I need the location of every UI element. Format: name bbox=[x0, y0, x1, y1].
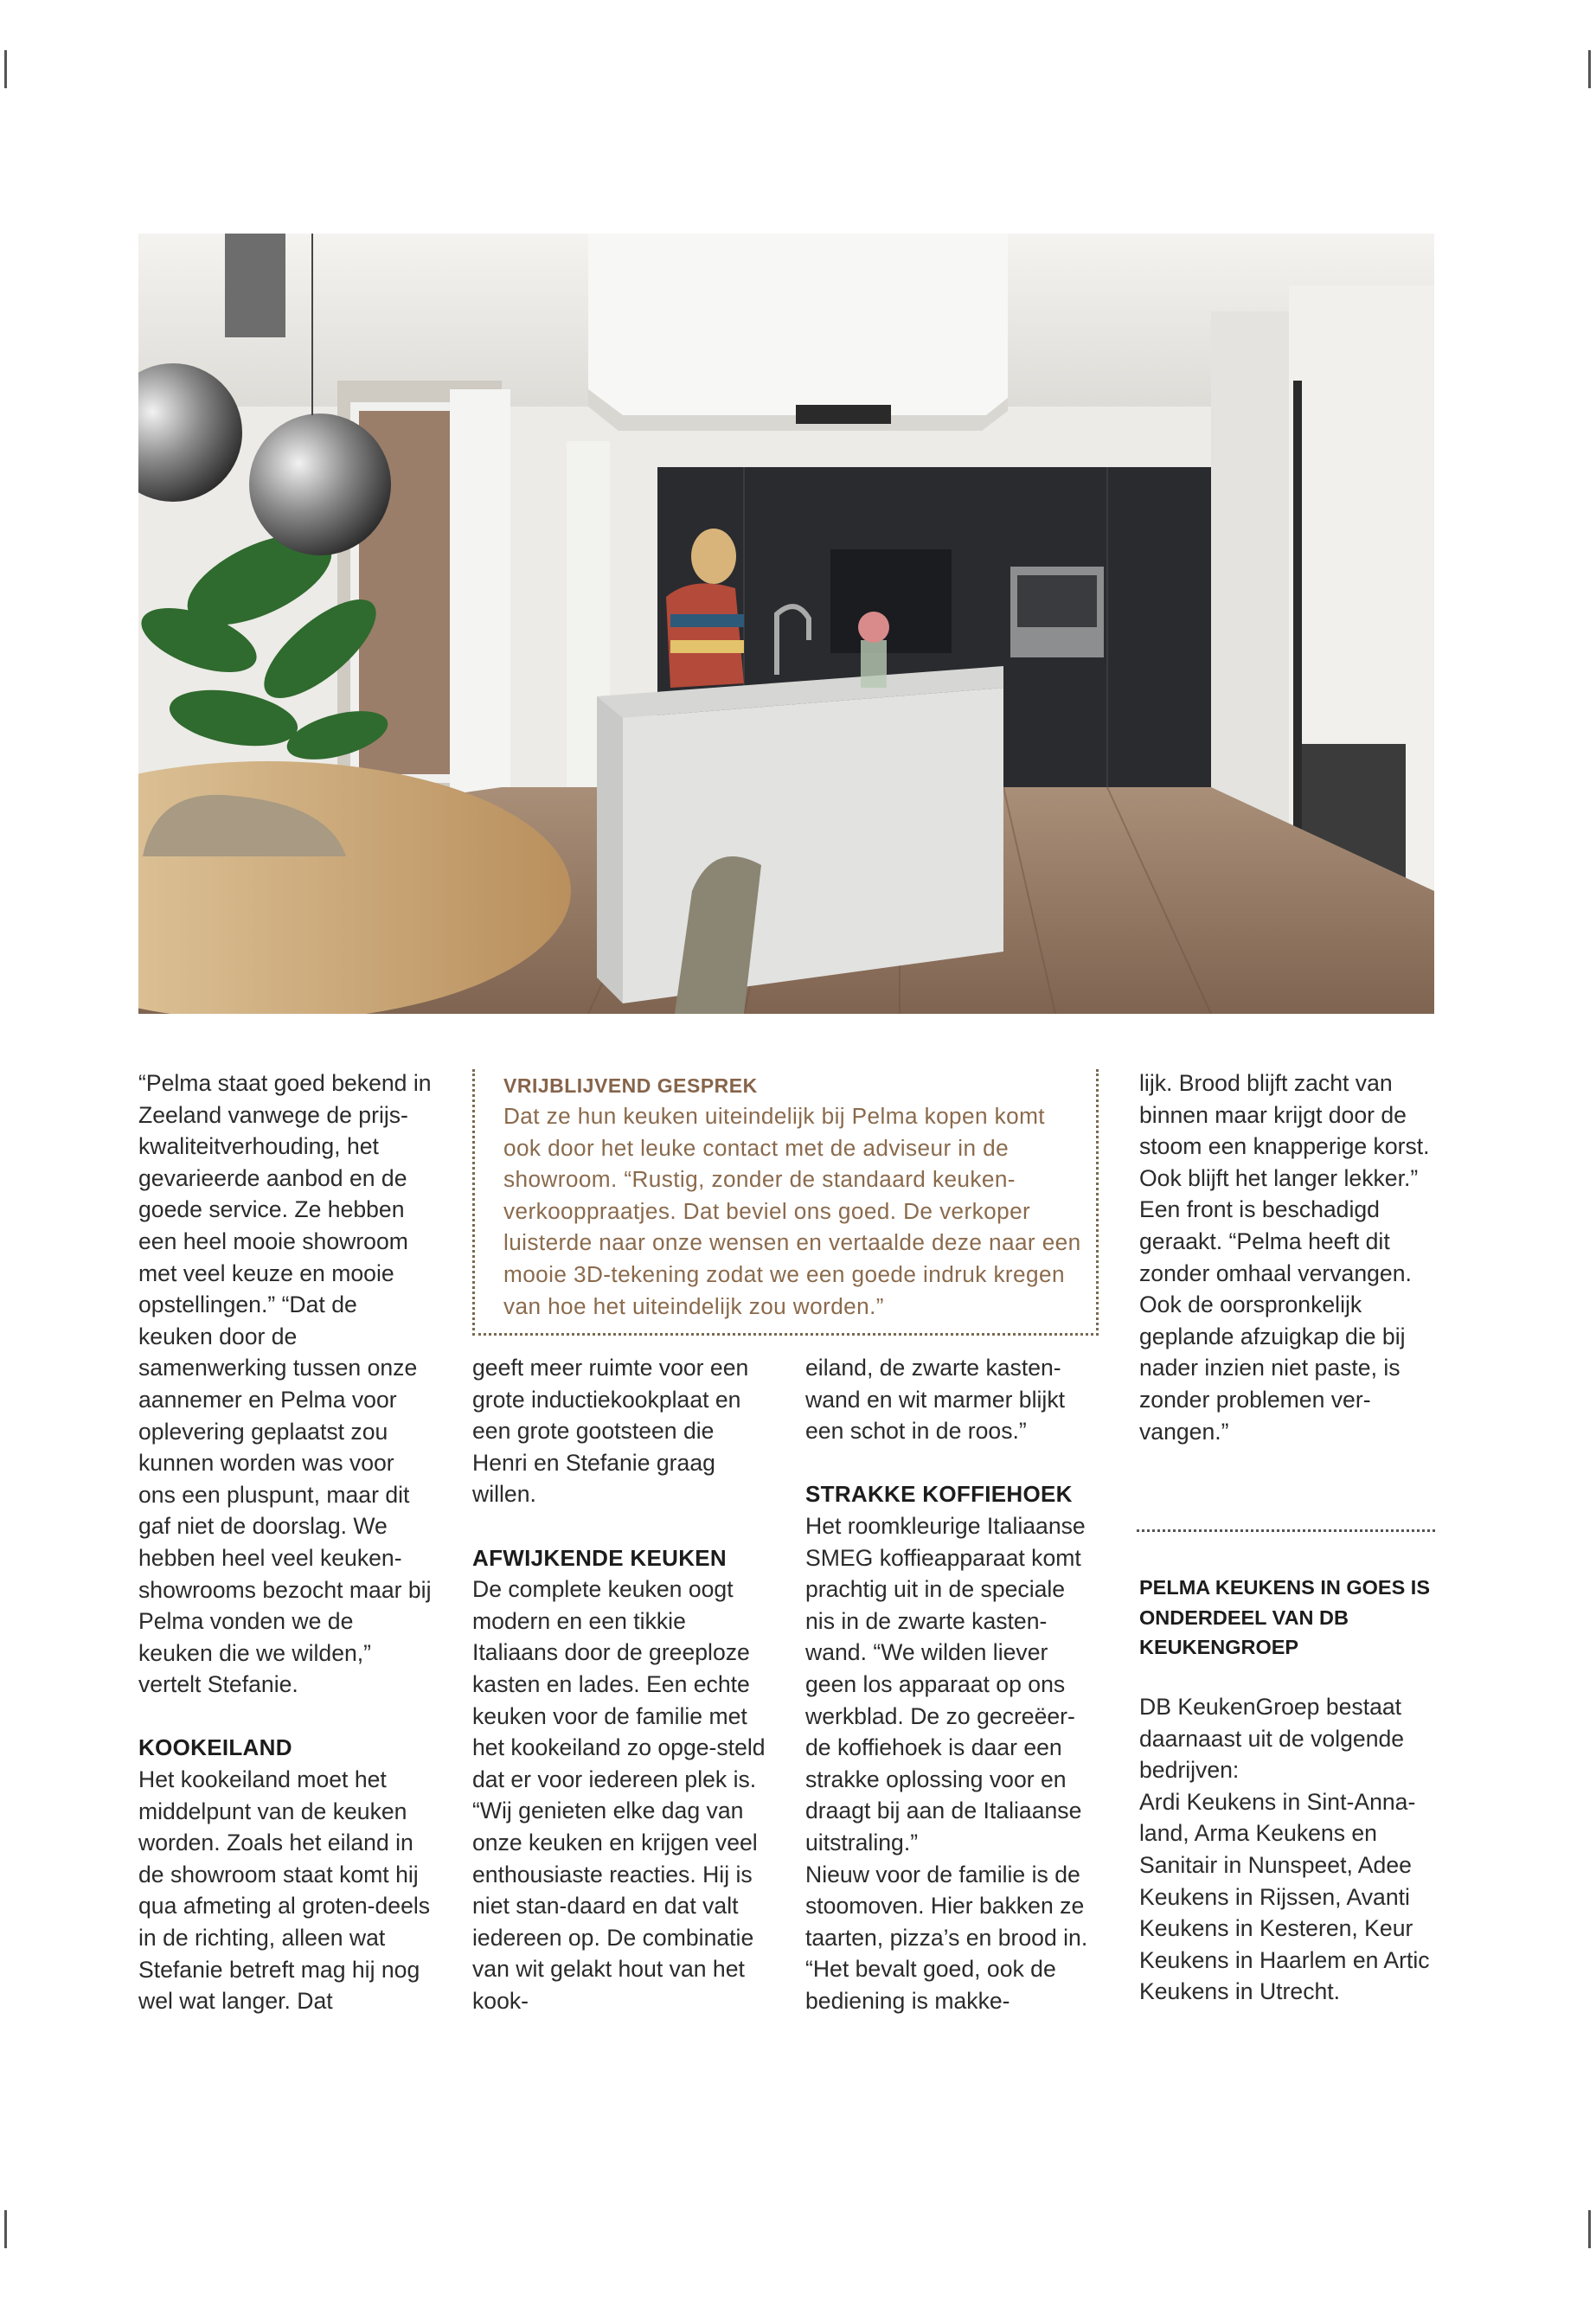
callout-text: Dat ze hun keuken uiteindelijk bij Pelma kopen komt ook door het leuke contact met de adviseur in de showroom. “Rustig, zonder de standaard keuken-verkooppraatjes. Dat beviel ons goed. De verkoper luisterde naar onze wensen en vertaalde deze naar een mooie 3D-tekening zodat we een goede indruk kregen van hoe het uiteindelijk zou worden.” bbox=[503, 1103, 1081, 1319]
group-box-intro: DB KeukenGroep bestaat daarnaast uit de volgende bedrijven: bbox=[1139, 1694, 1405, 1784]
kitchen-photo-icon bbox=[138, 234, 1434, 1014]
crop-mark-bottom-left bbox=[4, 2210, 7, 2248]
callout-heading: VRIJBLIJVEND GESPREK bbox=[503, 1074, 758, 1097]
column-1 bbox=[138, 1067, 433, 2017]
column-2-intro: geeft meer ruimte voor een grote inductiekookplaat en een grote gootsteen die Henri en Stefanie graag willen. bbox=[472, 1355, 749, 1508]
heading-strakke-koffiehoek: STRAKKE KOFFIEHOEK bbox=[805, 1481, 1073, 1508]
column-3-intro: eiland, de zwarte kasten-wand en wit marmer blijkt een schot in de roos.” bbox=[805, 1355, 1066, 1445]
column-4-text-2: Een front is beschadigd geraakt. “Pelma heeft dit zonder omhaal vervangen. Ook de oorspronkelijk geplande afzuigkap die bij nader inzien niet paste, is zonder problemen ver-vangen.” bbox=[1139, 1196, 1412, 1445]
column-1-intro: “Pelma staat goed bekend in Zeeland vanwege de prijs-kwaliteitverhouding, het gevarieerde aanbod en de goede service. Ze hebben een heel mooie showroom met veel keuze en mooie opstellingen.” “Dat de keuken door de samenwerking tussen onze aannemer en Pelma voor oplevering geplaatst zou kunnen worden was voor ons een pluspunt, maar dit gaf niet de doorslag. We hebben heel veel keuken-showrooms bezocht maar bij Pelma vonden we de keuken die we wilden,” vertelt Stefanie. bbox=[138, 1070, 432, 1698]
group-box-list: Ardi Keukens in Sint-Anna-land, Arma Keukens en Sanitair in Nunspeet, Adee Keukens in Rijssen, Avanti Keukens in Kesteren, Keur Keukens in Haarlem en Artic Keukens in Utrecht. bbox=[1139, 1788, 1430, 2005]
column-1-body: Het kookeiland moet het middelpunt van de keuken worden. Zoals het eiland in de showroom staat komt hij qua afmeting al groten-deels in de richting, alleen wat Stefanie betreft mag hij nog wel wat langer. Dat bbox=[138, 1766, 431, 2015]
box-divider bbox=[1137, 1529, 1435, 1532]
column-4-text-1: lijk. Brood blijft zacht van binnen maar krijgt door de stoom een knapperige korst. Ook blijft het langer lekker.” bbox=[1139, 1070, 1430, 1191]
column-3-body-1: Het roomkleurige Italiaanse SMEG koffieapparaat komt prachtig uit in de speciale nis in de zwarte kasten-wand. “We wilden liever geen los apparaat op ons werkblad. De zo gecreëer-de koffiehoek is daar een strakke oplossing voor en draagt bij aan de Italiaanse uitstraling.” bbox=[805, 1512, 1086, 1856]
column-4 bbox=[1139, 1067, 1433, 1447]
callout-box bbox=[472, 1069, 1099, 1336]
column-2 bbox=[472, 1352, 771, 2016]
kitchen-photo bbox=[138, 234, 1434, 1014]
crop-mark-top-left bbox=[4, 50, 7, 88]
column-3 bbox=[805, 1352, 1099, 2016]
column-3-body-2: Nieuw voor de familie is de stoomoven. Hier bakken ze taarten, pizza’s en brood in. “Het bevalt goed, ook de bediening is makke- bbox=[805, 1861, 1088, 2014]
crop-mark-top-right bbox=[1588, 50, 1591, 88]
heading-afwijkende-keuken: AFWIJKENDE KEUKEN bbox=[472, 1544, 727, 1571]
crop-mark-bottom-right bbox=[1588, 2210, 1591, 2248]
group-box-body bbox=[1139, 1691, 1433, 2008]
group-box-title: PELMA KEUKENS IN GOES IS ONDERDEEL VAN DB KEUKENGROEP bbox=[1139, 1576, 1431, 1659]
heading-kookeiland: KOOKEILAND bbox=[138, 1734, 292, 1761]
column-2-body: De complete keuken oogt modern en een tikkie Italiaans door de greeploze kasten en lades. Een echte keuken voor de familie met het kookeiland zo opge-steld dat er voor iedereen plek is. “Wij genieten elke dag van onze keuken en krijgen veel enthousiaste reacties. Hij is niet stan-daard en dat valt iedereen op. De combinatie van wit gelakt hout van het kook- bbox=[472, 1576, 766, 2014]
